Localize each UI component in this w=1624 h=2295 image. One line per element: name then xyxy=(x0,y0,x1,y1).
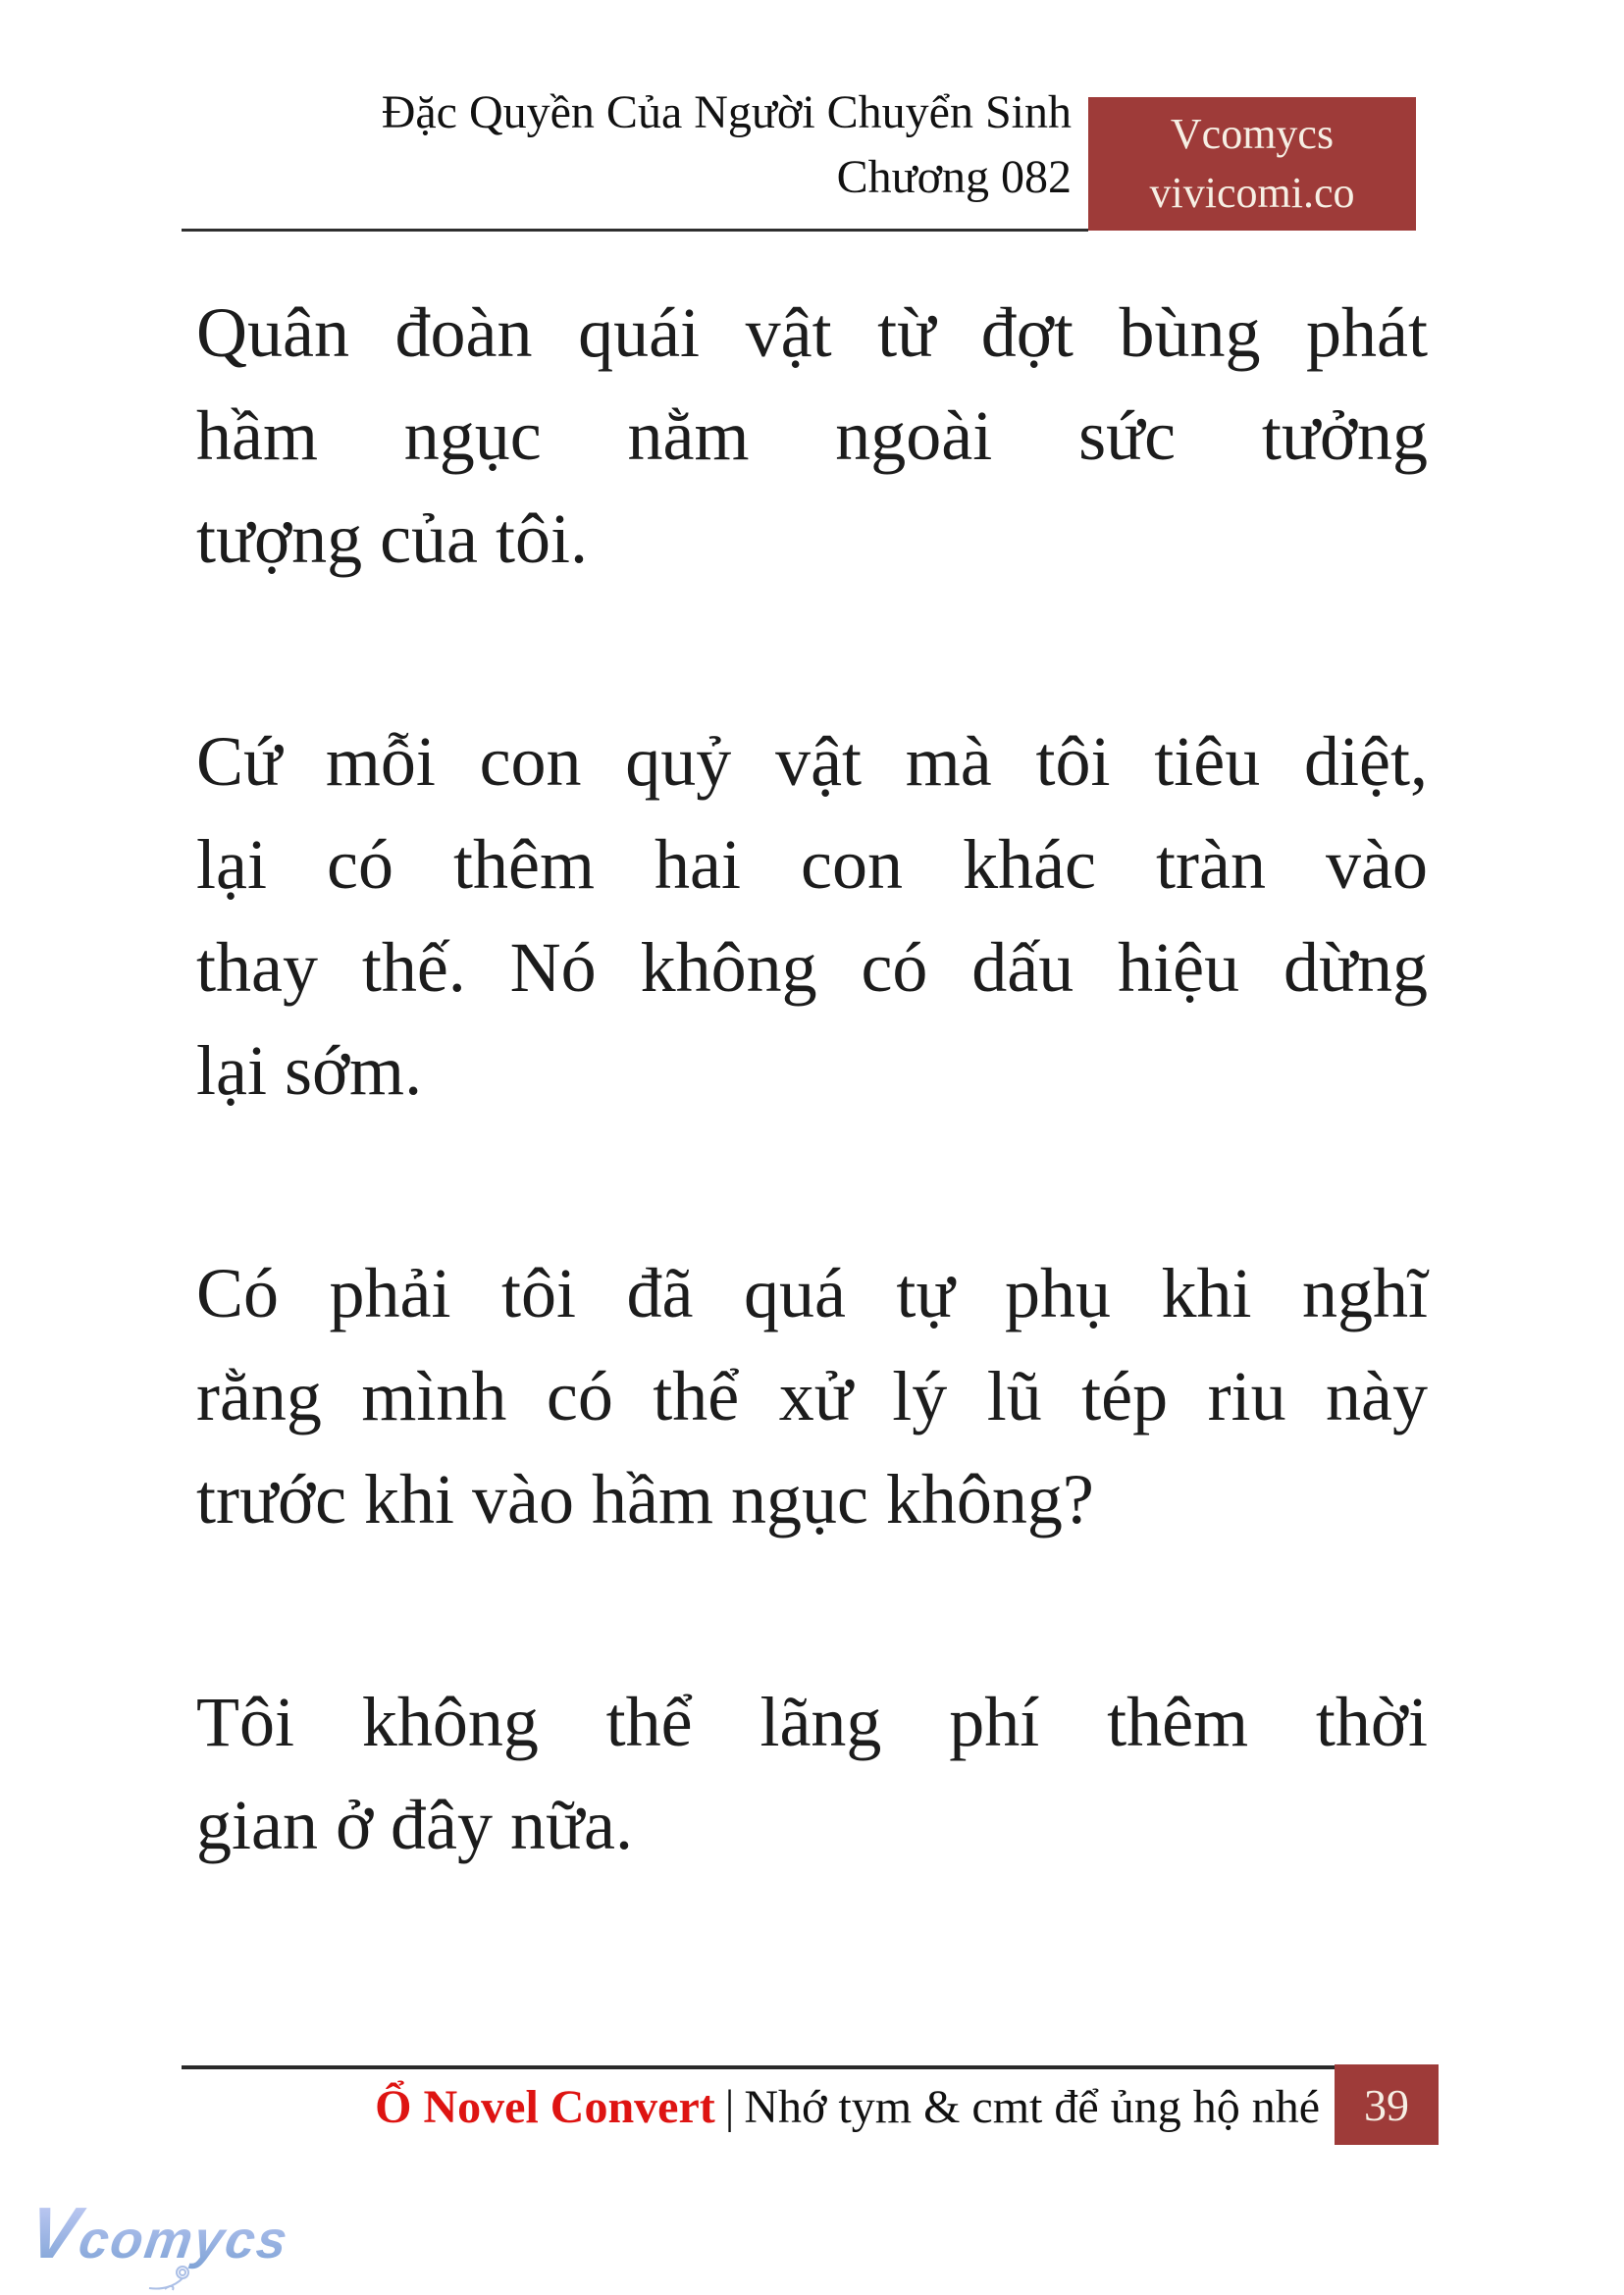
text-line: Quân đoàn quái vật từ đợt bùng phát xyxy=(196,293,1428,372)
text-line: rằng mình có thể xử lý lũ tép riu này xyxy=(196,1357,1428,1435)
body-text xyxy=(196,282,1428,1997)
rose-icon xyxy=(145,2265,204,2294)
text-line: lại sớm. xyxy=(196,1031,423,1110)
footer-divider xyxy=(182,2065,1335,2069)
footer-text xyxy=(375,2076,1320,2139)
watermark-rest: comycs xyxy=(75,2211,293,2269)
vcomycs-watermark xyxy=(24,2192,293,2273)
paragraph xyxy=(196,710,1428,1122)
page-number-badge xyxy=(1335,2064,1439,2145)
header-divider xyxy=(182,229,1088,232)
footer-brand: Ổ Novel Convert xyxy=(375,2081,715,2133)
text-line: gian ở đây nữa. xyxy=(196,1786,633,1864)
paragraph xyxy=(196,282,1428,591)
page-number: 39 xyxy=(1364,2079,1409,2130)
footer-separator: | xyxy=(724,2081,735,2133)
text-line: Có phải tôi đã quá tự phụ khi nghĩ xyxy=(196,1254,1428,1332)
text-line: hầm ngục nằm ngoài sức tưởng xyxy=(196,396,1428,475)
chapter-number: Chương 082 xyxy=(836,151,1072,203)
paragraph xyxy=(196,1671,1428,1877)
book-title: Đặc Quyền Của Người Chuyển Sinh xyxy=(381,86,1072,138)
paragraph xyxy=(196,1242,1428,1551)
watermark-initial: V xyxy=(24,2192,86,2273)
header-title-block xyxy=(382,80,1072,210)
text-line: thay thế. Nó không có dấu hiệu dừng xyxy=(196,928,1428,1007)
publisher-name: Vcomycs xyxy=(1170,110,1335,158)
publisher-badge xyxy=(1088,97,1416,231)
text-line: tượng của tôi. xyxy=(196,499,589,578)
footer-note: Nhớ tym & cmt để ủng hộ nhé xyxy=(744,2081,1320,2133)
text-line: Tôi không thể lãng phí thêm thời xyxy=(196,1683,1428,1761)
text-line: trước khi vào hầm ngục không? xyxy=(196,1460,1094,1539)
text-line: lại có thêm hai con khác tràn vào xyxy=(196,825,1428,904)
text-line: Cứ mỗi con quỷ vật mà tôi tiêu diệt, xyxy=(196,722,1428,801)
publisher-site: vivicomi.co xyxy=(1149,169,1355,217)
